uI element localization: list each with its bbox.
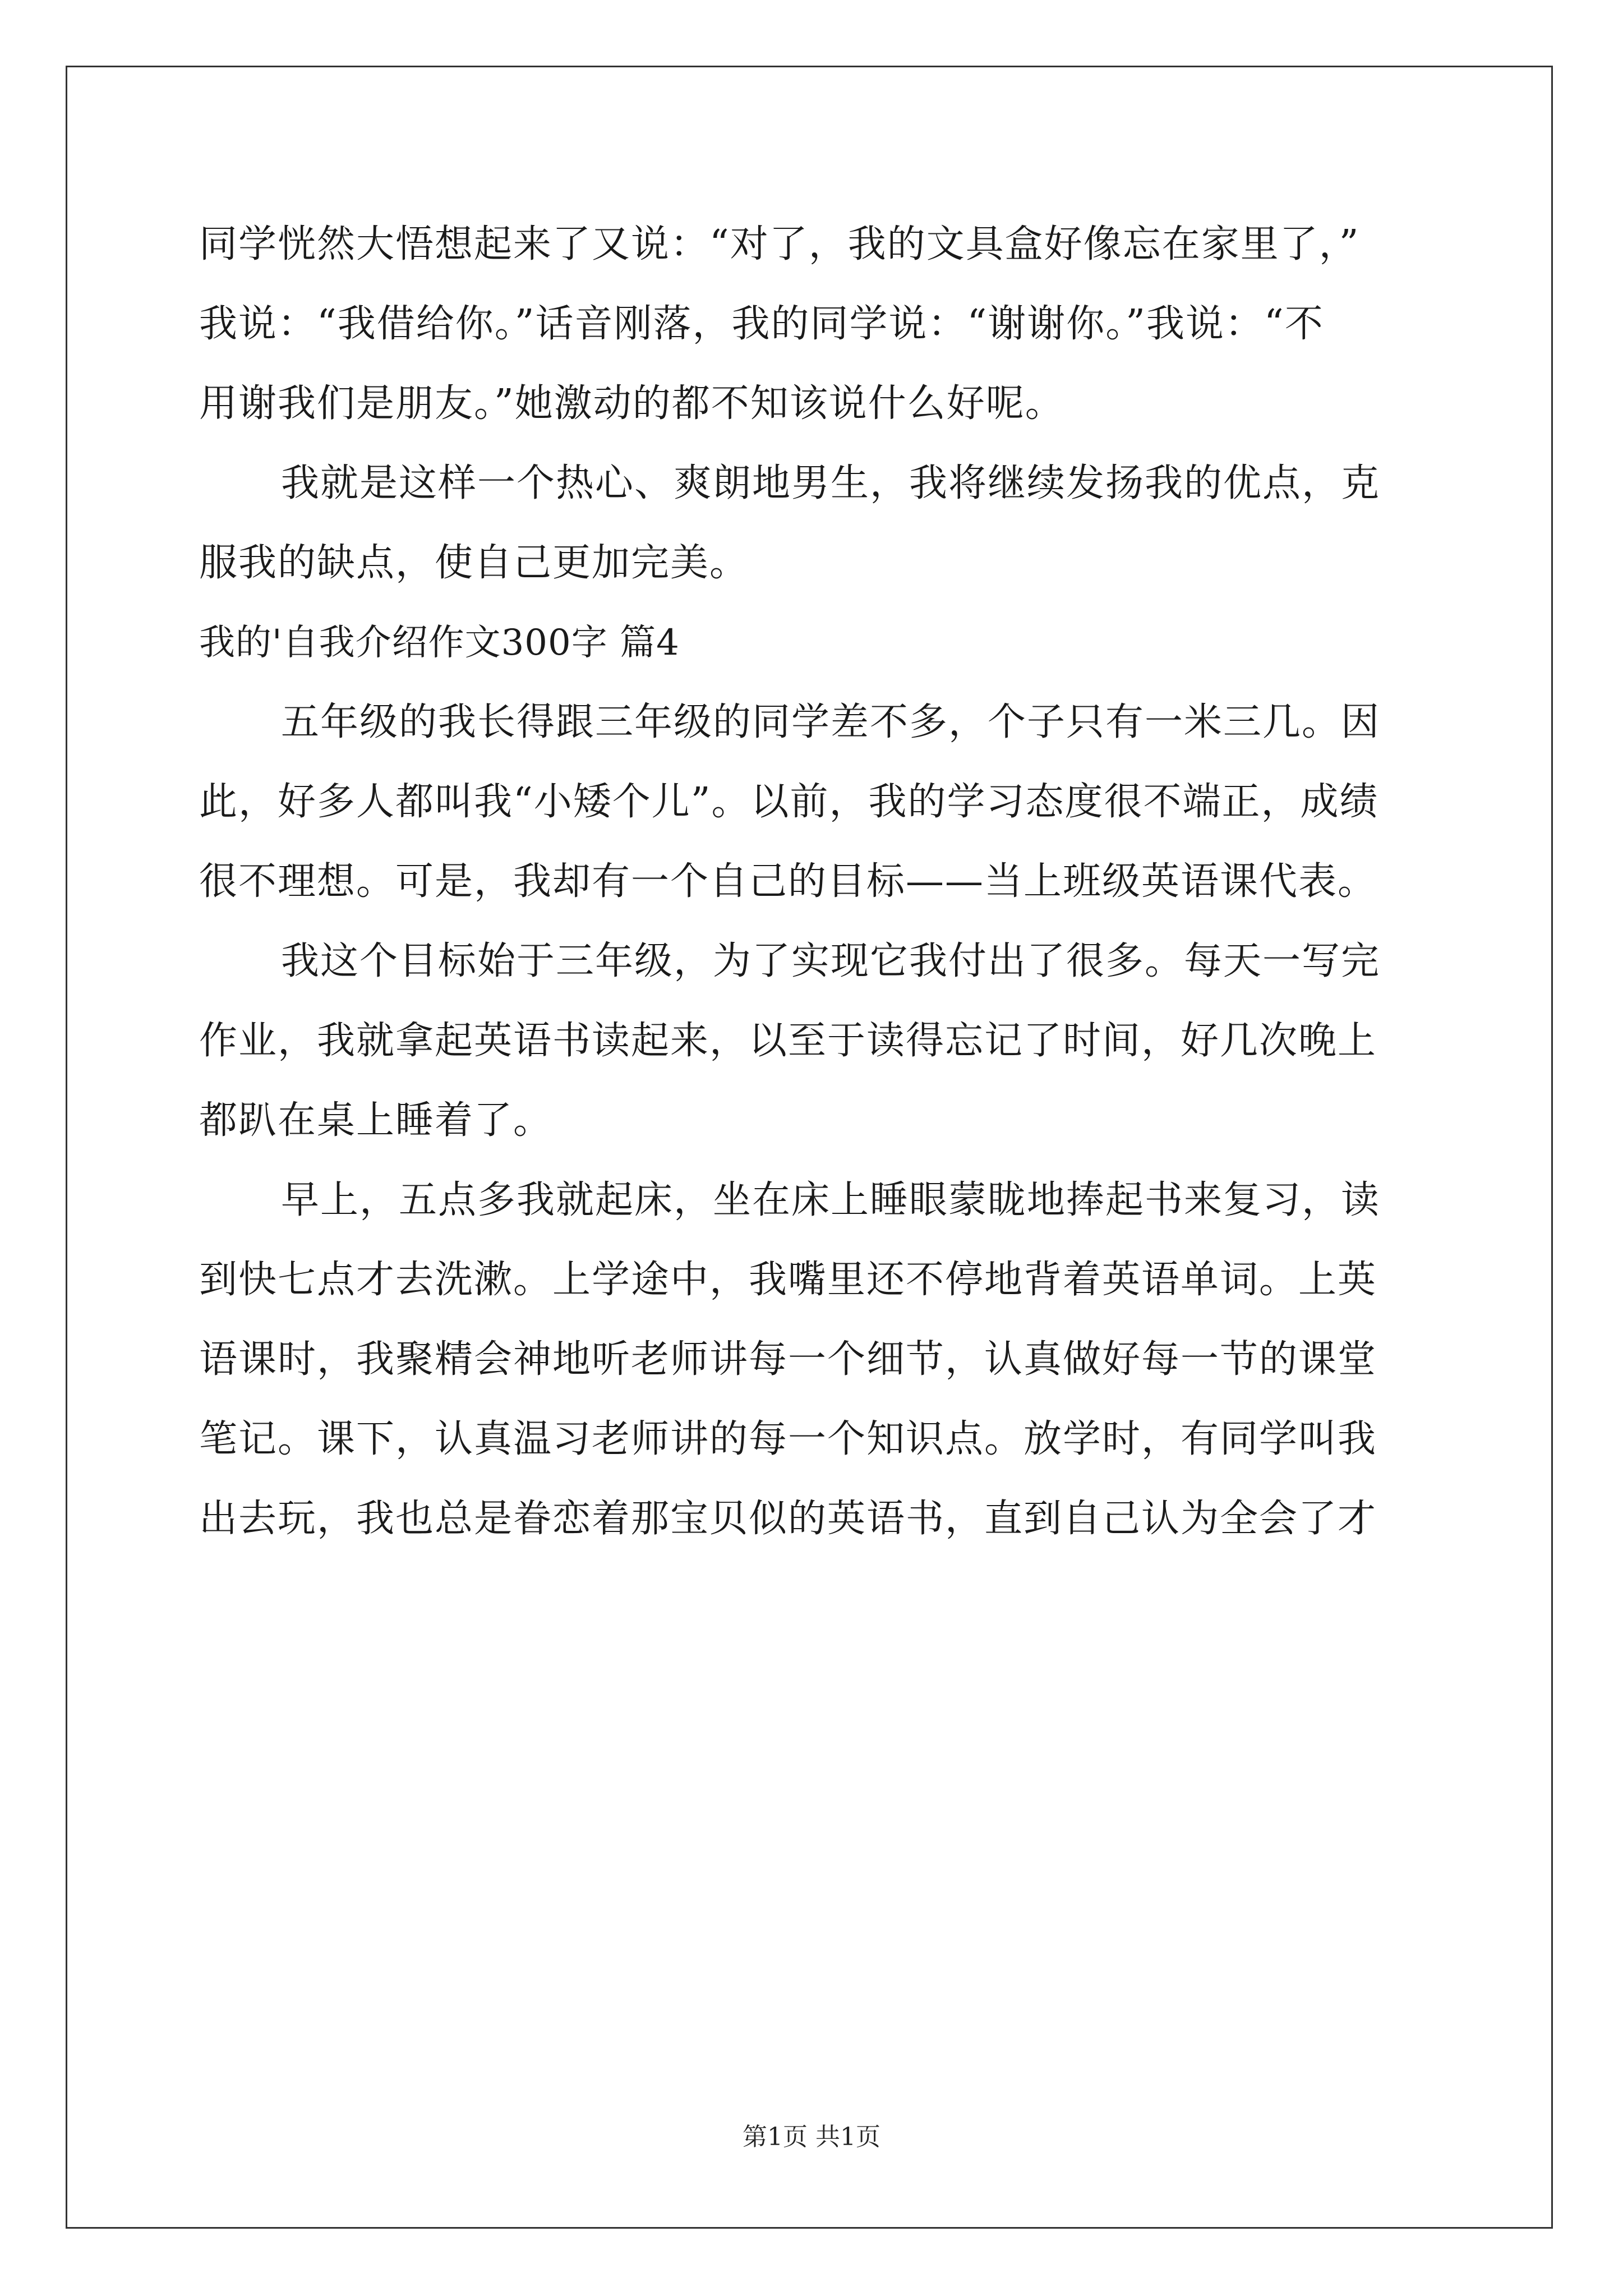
paragraph-first-line: 早上，五点多我就起床，坐在床上睡眼蒙眬地捧起书来复习，读 [281,1178,1381,1222]
text-line: 到快七点才去洗漱。上学途中，我嘴里还不停地背着英语单词。上英 [199,1258,1377,1302]
text-line: 此，好多人都叫我“小矮个儿”。以前，我的学习态度很不端正，成绩 [199,780,1379,824]
text-line: 笔记。课下，认真温习老师讲的每一个知识点。放学时，有同学叫我 [199,1417,1377,1461]
text-line: 作业，我就拿起英语书读起来，以至于读得忘记了时间，好几次晚上 [199,1019,1377,1063]
document-body [199,205,1427,1559]
text-line: 语课时，我聚精会神地听老师讲每一个细节，认真做好每一节的课堂 [199,1337,1377,1382]
text-line: 服我的缺点，使自己更加完美。 [199,541,749,585]
text-line: 都趴在桌上睡着了。 [199,1098,553,1143]
text-line: 出去玩，我也总是眷恋着那宝贝似的英语书，直到自己认为全会了才 [199,1497,1377,1541]
text-line: 很不理想。可是，我却有一个自己的目标——当上班级英语课代表。 [199,859,1377,904]
paragraph-first-line: 我这个目标始于三年级，为了实现它我付出了很多。每天一写完 [281,939,1381,983]
page-footer: 第1页 共1页 [743,2123,880,2151]
text-line: 用谢我们是朋友。”她激动的都不知该说什么好呢。 [199,381,1064,426]
paragraph-first-line: 五年级的我长得跟三年级的同学差不多，个子只有一米三几。因 [281,700,1381,744]
paragraph-first-line: 我就是这样一个热心、爽朗地男生，我将继续发扬我的优点，克 [281,461,1381,505]
section-heading: 我的'自我介绍作文300字 篇4 [199,622,680,664]
text-line: 我说：“我借给你。”话音刚落，我的同学说：“谢谢你。”我说：“不 [199,302,1324,346]
text-line: 同学恍然大悟想起来了又说：“对了，我的文具盒好像忘在家里了，” [199,222,1360,266]
